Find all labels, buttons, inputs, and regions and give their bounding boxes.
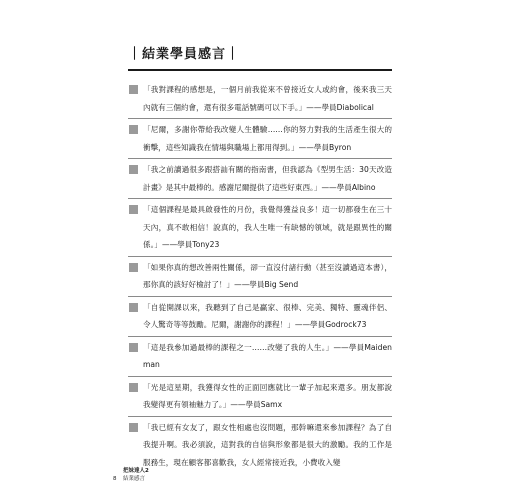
testimonial-text: 「尼爾，多謝你帶給我改變人生體驗……你的努力對我的生活產生很大的衝擊，這些知識我在情場與職場上都用得到。」——學員Byron bbox=[143, 125, 392, 152]
testimonial-text: 「光是這星期，我獲得女性的正面回應就比一輩子加起來還多。朋友都說我變得更有領袖魅力了。」——學員Samx bbox=[143, 382, 392, 409]
bullet-square-icon bbox=[129, 263, 138, 272]
testimonial-text: 「我已經有女友了，跟女性相處也沒問題，那幹嘛還來參加課程？為了自我提升啊。我必須說，這對我的自信與形象都是很大的激勵。我的工作是服務生，現在顧客都喜歡我，女人經常接近我，小費收入變 bbox=[143, 422, 392, 467]
testimonial-item bbox=[128, 119, 392, 159]
testimonial-text: 「如果你真的想改善兩性關係，卻一直沒付諸行動（甚至沒讀過這本書），那你真的該好好檢討了！」——學員Big Send bbox=[143, 262, 392, 289]
testimonial-text: 「我對課程的感想是，一個月前我從來不曾接近女人或約會，後來我三天內就有三個約會，還有很多電話號碼可以下手。」——學員Diabolical bbox=[143, 85, 392, 112]
testimonial-item bbox=[128, 257, 392, 297]
bullet-square-icon bbox=[129, 423, 138, 432]
testimonial-text: 「自從開課以來，我聽到了自己是贏家、很棒、完美、獨特、靈魂伴侶、令人驚奇等等鼓勵。尼爾，謝謝你的課程！」——學員Godrock73 bbox=[143, 302, 392, 329]
chapter-title: 結業感言 bbox=[123, 476, 146, 482]
bullet-square-icon bbox=[129, 85, 138, 94]
bullet-square-icon bbox=[129, 125, 138, 134]
testimonial-text: 「我之前讀過很多跟搭訕有關的指南書，但我認為《型男生活：30天改造計畫》是其中最棒的。感謝尼爾提供了這些好東西。」——學員Albino bbox=[143, 165, 392, 192]
bullet-square-icon bbox=[129, 383, 138, 392]
testimonial-list bbox=[128, 79, 392, 473]
testimonial-item bbox=[128, 417, 392, 474]
bullet-square-icon bbox=[129, 343, 138, 352]
bullet-square-icon bbox=[129, 205, 138, 214]
testimonial-item bbox=[128, 199, 392, 257]
bullet-square-icon bbox=[129, 303, 138, 312]
title-rule bbox=[128, 69, 392, 71]
testimonial-item bbox=[128, 79, 392, 119]
testimonial-item bbox=[128, 297, 392, 337]
testimonial-item bbox=[128, 159, 392, 199]
testimonial-text: 「這個課程是最具啟發性的月份，我覺得獲益良多！這一切都發生在三十天內，真不敢相信！說真的，我人生唯一有缺憾的領域，就是跟異性的關係。」——學員Tony23 bbox=[143, 205, 392, 249]
book-series-title: 把妹達人2 bbox=[123, 468, 149, 474]
page-title: ｜結業學員感言｜ bbox=[128, 47, 241, 62]
bullet-square-icon bbox=[129, 165, 138, 174]
testimonial-text: 「這是我參加過最棒的課程之一……改變了我的人生。」——學員Maidenman bbox=[143, 342, 392, 369]
testimonial-item bbox=[128, 337, 392, 377]
page-number: 8 bbox=[113, 476, 117, 482]
testimonial-item bbox=[128, 377, 392, 417]
